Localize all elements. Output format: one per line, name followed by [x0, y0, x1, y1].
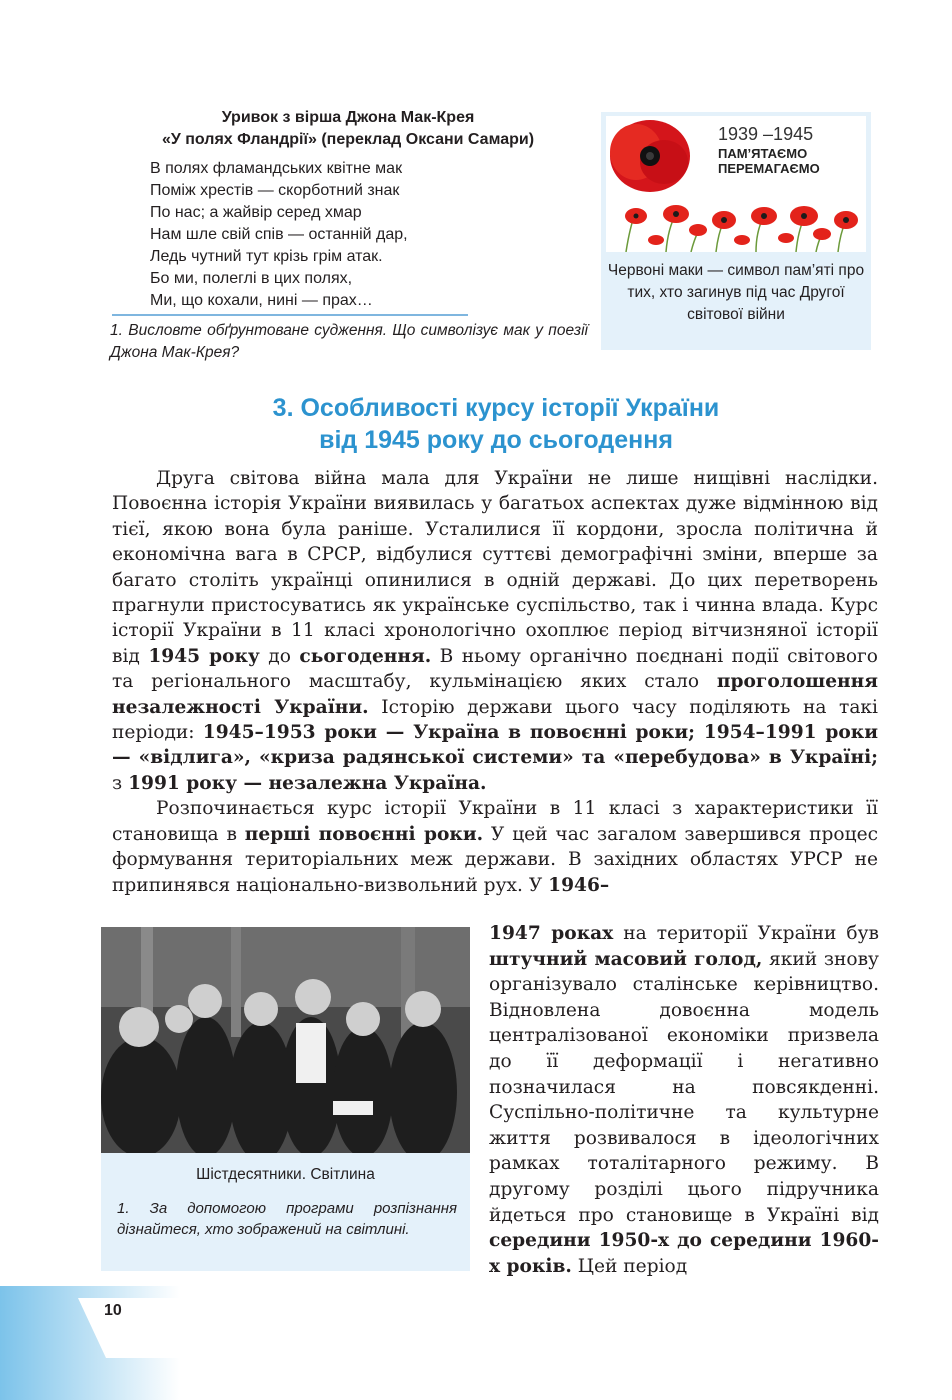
- text-run: на території України був: [613, 923, 879, 944]
- text-run: Історію держави цього часу поділяють на такі періоди:: [112, 696, 878, 744]
- bold-run: штучний масовий голод,: [489, 948, 763, 970]
- text-run: Розпочинається курс історії України в 11 класі з характеристики її становища в: [112, 798, 878, 845]
- photo-question: 1. За допомогою програми розпізнання дізнайтеся, хто зображений на світлині.: [117, 1200, 457, 1238]
- page-number: 10: [104, 1302, 122, 1319]
- group-photo-image: [101, 927, 470, 1153]
- bold-run: 1947 роках: [489, 923, 614, 944]
- bold-run: 1945 року: [148, 645, 260, 667]
- poem-divider: [112, 314, 468, 316]
- paragraph-1: [112, 466, 878, 796]
- text-run: Цей період: [571, 1255, 688, 1277]
- poem-line: Бо ми, полеглі в цих полях,: [150, 270, 353, 287]
- poem-question: 1. Висловте обґрунтоване судження. Що символізує мак у поезії Джона Мак-Крея?: [110, 322, 588, 361]
- section-heading-line-2: від 1945 року до сьогодення: [319, 426, 673, 454]
- poem-line: По нас; а жайвір серед хмар: [150, 204, 362, 221]
- big-poppy-icon: [610, 120, 690, 192]
- bold-run: середини 1950-х до середини 1960-х років.: [489, 1230, 879, 1277]
- poem-line: Ледь чутний тут крізь грім атак.: [150, 248, 383, 265]
- bold-run: 1945–1953 роки — Україна в повоєнні роки; 1954–1991 роки — «відлига», «криза радянської системи» та «перебудова» в Україні;: [112, 722, 878, 769]
- section-heading: [120, 392, 872, 456]
- poppy-years: 1939 –1945: [718, 124, 814, 144]
- sixtiers-photo: [101, 927, 470, 1153]
- poppy-slogan-2: ПЕРЕМАГАЄМО: [718, 161, 820, 176]
- bold-run: перші повоєнні роки.: [244, 823, 484, 845]
- poem-text: [150, 158, 590, 312]
- poem-line: Ми, що кохали, нині — прах…: [150, 292, 373, 309]
- column-text: [489, 921, 879, 1279]
- poem-title-line-2: «У полях Фландрії» (переклад Оксани Самари): [161, 131, 535, 148]
- page-corner-decoration: [0, 1286, 952, 1400]
- text-run: з: [112, 772, 129, 794]
- text-run: який знову організувало сталінське керівництво. Відновлена довоєнна модель централізованої економіки призвела до її деформації і негативно позначилася на повсякденні. Суспільно-політичне та культурне життя розвивалося в ідеологічних рамках тоталітарного режиму. В другому розділі цього підручника йдеться про становище в Україні від: [489, 948, 879, 1226]
- paragraph-2-continued: [489, 921, 879, 1279]
- bold-run: 1946–: [548, 874, 610, 896]
- photo-caption: Шістдесятники. Світлина: [196, 1166, 375, 1183]
- section-heading-line-1: 3. Особливості курсу історії України: [272, 394, 720, 422]
- bold-run: проголошення незалежності України.: [112, 671, 878, 718]
- poem-title-line-1: Уривок з вірша Джона Мак-Крея: [221, 109, 475, 126]
- body-text: [112, 466, 878, 898]
- paragraph-2: [112, 796, 878, 898]
- poem-title: [112, 107, 584, 151]
- poppy-illustration: [606, 116, 866, 252]
- poppy-image: [606, 116, 866, 252]
- poppy-slogan-1: ПАМ’ЯТАЄМО: [718, 146, 808, 161]
- text-run: У цей час загалом завершився процес формування територіальних меж держави. В західних областях УРСР не припинявся національно-визвольний рух. У: [112, 823, 878, 896]
- text-run: В ньому органічно поєднані події світового та регіонального масштабу, кульмінацією яких стало: [112, 645, 878, 693]
- bold-run: сьогодення.: [299, 645, 432, 667]
- text-run: Друга світова війна мала для України не лише нищівні наслідки. Повоєнна історія України виявилась у багатьох аспектах дуже відмінною від тієї, якою вона була раніше. Усталилися її кордони, зросла політична й економічна вага в СРСР, відбулися суттєві демографічні зміни, вперше за багато століть українці опинилися в одній державі. До цих перетворень прагнули пристосуватись як українське суспільство, так і чинна влада. Курс історії України в 11 класі хронологічно охоплює період вітчизняної історії від: [112, 468, 878, 667]
- poem-line: Поміж хрестів — скорботний знак: [150, 182, 400, 199]
- poem-line: Нам шле свій спів — останній дар,: [150, 226, 408, 243]
- text-run: до: [259, 645, 300, 667]
- poem-line: В полях фламандських квітне мак: [150, 160, 403, 177]
- bold-run: 1991 року — незалежна Україна.: [128, 772, 487, 794]
- poppy-caption: Червоні маки — символ пам’яті про тих, хто загинув під час Другої світової війни: [607, 262, 865, 323]
